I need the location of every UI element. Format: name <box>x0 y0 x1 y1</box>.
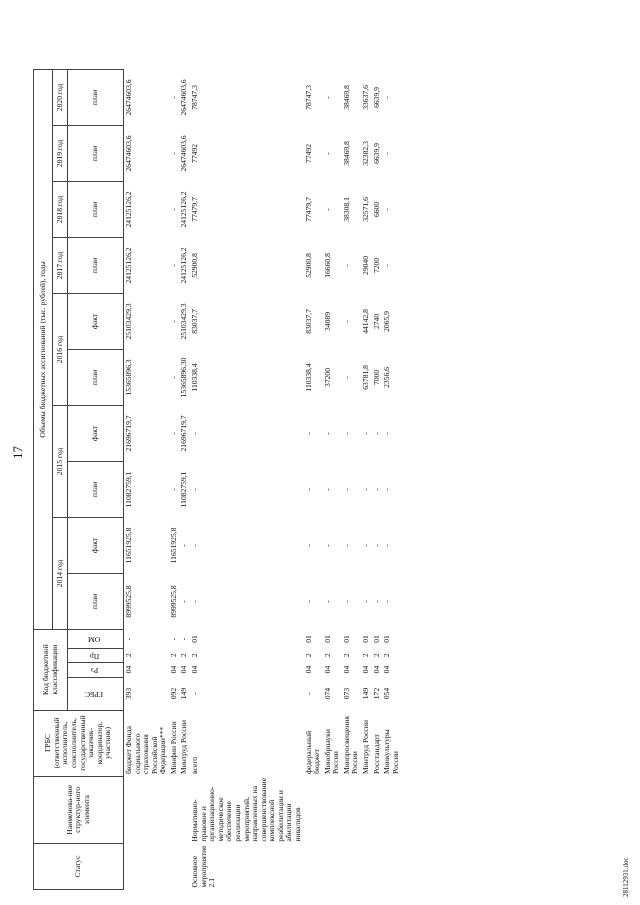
value-cell: 32571,6 <box>361 197 371 222</box>
code-cell: 04 <box>322 665 332 674</box>
value-cell: - <box>322 600 332 603</box>
value-cell: - <box>382 432 392 435</box>
value-cell: 32382,3 <box>361 141 371 166</box>
element-name-cell <box>179 776 190 844</box>
value-cell: 33637,6 <box>361 85 371 110</box>
code-cell: 04 <box>124 665 133 674</box>
status-cell <box>179 844 190 890</box>
value-cell: - <box>179 600 189 603</box>
code-cell: 2 <box>382 653 392 658</box>
code-cell: 01 <box>341 635 351 643</box>
value-cell: - <box>303 488 313 491</box>
table-row <box>169 69 180 889</box>
code-cell: 2 <box>371 653 381 658</box>
code-cell: 04 <box>382 665 392 674</box>
element-name-cell <box>169 776 180 844</box>
grbs-cell: Минтруд России <box>361 720 371 775</box>
grbs-cell: федеральный бюджет <box>303 730 322 775</box>
value-cell: 24125126,2 <box>179 247 189 284</box>
value-cell: 25103429,3 <box>124 303 133 340</box>
element-name-cell <box>372 776 383 844</box>
value-cell: - <box>371 544 381 547</box>
grbs-cell: Минкультуры России <box>382 729 400 775</box>
value-cell: - <box>382 264 392 267</box>
element-name-cell <box>323 776 342 844</box>
status-cell <box>372 844 383 890</box>
value-cell: 83037,7 <box>303 309 313 334</box>
code-cell: 04 <box>371 665 381 674</box>
grbs-cell: всего <box>190 756 200 775</box>
code-cell: 01 <box>322 635 332 643</box>
value-cell: - <box>361 600 371 603</box>
code-cell: 04 <box>303 665 313 674</box>
value-cell: - <box>322 152 332 155</box>
value-cell: 6639,9 <box>371 87 381 108</box>
value-cell: 6639,9 <box>371 143 381 164</box>
table-row <box>382 69 401 889</box>
value-cell: 8999525,8 <box>168 585 178 618</box>
code-cell: 01 <box>190 635 200 643</box>
value-cell: 34089 <box>322 311 332 331</box>
value-cell: - <box>322 544 332 547</box>
value-cell: 26474603,6 <box>124 135 133 172</box>
page-number: 17 <box>10 446 25 459</box>
value-cell: - <box>190 488 200 491</box>
value-cell: - <box>382 152 392 155</box>
header-grbs: ГРБС (ответственный исполнитель, соисполнитель, государственный заказчик-координатор, участник) <box>34 710 124 776</box>
code-cell: 2 <box>341 653 351 658</box>
code-cell: 393 <box>124 687 133 700</box>
code-cell: 04 <box>361 665 371 674</box>
value-cell: 78747,3 <box>303 85 313 110</box>
value-cell: - <box>168 488 178 491</box>
grbs-cell: Минпросвещения России <box>341 716 360 775</box>
value-cell: 2740 <box>371 313 381 330</box>
code-cell: 01 <box>303 635 313 643</box>
header-om: ОМ <box>88 635 101 645</box>
status-cell <box>169 844 180 890</box>
header-year: 2020 год <box>53 69 68 125</box>
header-plan: план <box>68 125 124 181</box>
value-cell: - <box>168 96 178 99</box>
header-year: 2018 год <box>53 181 68 237</box>
table-row <box>190 69 304 889</box>
value-cell: - <box>168 152 178 155</box>
value-cell: - <box>371 432 381 435</box>
header-year: 2017 год <box>53 237 68 293</box>
code-cell: - <box>190 692 200 695</box>
value-cell: 78747,3 <box>190 85 200 110</box>
element-name-cell <box>382 776 401 844</box>
value-cell: - <box>303 600 313 603</box>
value-cell: - <box>168 264 178 267</box>
value-cell: 2065,9 <box>382 311 392 332</box>
element-name-cell <box>304 776 323 844</box>
value-cell: 25103429,3 <box>179 303 189 340</box>
element-name-cell <box>342 776 361 844</box>
value-cell: 11082759,1 <box>124 471 133 508</box>
header-plan: план <box>68 461 124 517</box>
table-row <box>361 69 372 889</box>
code-cell: 073 <box>341 687 351 700</box>
value-cell: 24125126,2 <box>124 247 133 284</box>
value-cell: 21696719,7 <box>179 415 189 452</box>
value-cell: - <box>190 432 200 435</box>
header-year: 2014 год <box>53 517 68 629</box>
value-cell: 77492 <box>190 143 200 163</box>
value-cell: - <box>168 432 178 435</box>
value-cell: 26474603,6 <box>179 79 189 116</box>
value-cell: 38469,8 <box>341 141 351 166</box>
value-cell: 77492 <box>303 143 313 163</box>
value-cell: 21696719,7 <box>124 415 133 452</box>
header-year: 2019 год <box>53 125 68 181</box>
value-cell: 26474603,6 <box>124 79 133 116</box>
table-row <box>179 69 190 889</box>
code-cell: - <box>168 637 178 641</box>
grbs-cell: бюджет Фонда социального страхования Российской Федерации*** <box>124 726 168 775</box>
value-cell: 83037,7 <box>190 309 200 334</box>
value-cell: 38469,8 <box>341 85 351 110</box>
value-cell: 77479,7 <box>303 197 313 222</box>
header-status: Статус <box>34 844 124 890</box>
value-cell: - <box>341 376 351 379</box>
code-cell: 04 <box>341 665 351 674</box>
value-cell: - <box>361 544 371 547</box>
doc-filename: 28112931.doc <box>622 857 630 897</box>
code-cell: - <box>124 637 133 641</box>
code-cell: 172 <box>371 687 381 700</box>
value-cell: 15365896,30 <box>179 357 189 398</box>
code-cell: 074 <box>322 687 332 700</box>
value-cell: 24125126,2 <box>179 191 189 228</box>
value-cell: - <box>303 432 313 435</box>
grbs-cell: Минобрнауки России <box>322 729 341 775</box>
status-cell <box>382 844 401 890</box>
value-cell: - <box>382 600 392 603</box>
grbs-cell: Минфин России <box>168 721 178 775</box>
header-plan: план <box>68 69 124 125</box>
status-cell <box>361 844 372 890</box>
status-cell <box>323 844 342 890</box>
value-cell: 8999525,8 <box>124 585 133 618</box>
value-cell: - <box>179 544 189 547</box>
code-cell: 092 <box>168 687 178 700</box>
value-cell: 77479,7 <box>190 197 200 222</box>
element-name-cell: Нормативно-правовое и организационно-методическое обеспечение реализации мероприятий, направленных на совершенствование комплексной реабилитации и абилитации инвалидов <box>190 778 302 842</box>
table-row <box>304 69 323 889</box>
header-fact: факт <box>68 293 124 349</box>
budget-table <box>33 69 401 890</box>
value-cell: - <box>361 432 371 435</box>
value-cell: - <box>168 208 178 211</box>
header-pr: Пр <box>89 651 99 661</box>
status-cell: Основное мероприятие 2.1 <box>190 845 217 888</box>
value-cell: 38308,1 <box>341 197 351 222</box>
header-code: Код бюджетной классификации <box>34 629 68 710</box>
value-cell: 2356,6 <box>382 367 392 388</box>
value-cell: - <box>341 320 351 323</box>
value-cell: - <box>371 488 381 491</box>
code-cell: 2 <box>190 653 200 658</box>
value-cell: 7000 <box>371 369 381 386</box>
value-cell: 37200 <box>322 367 332 387</box>
code-cell: 04 <box>179 665 189 674</box>
header-grbs-code: ГРБС <box>85 689 104 699</box>
code-cell: 04 <box>168 665 178 674</box>
value-cell: 52900,8 <box>303 253 313 278</box>
header-fact: факт <box>68 405 124 461</box>
code-cell: 149 <box>179 687 189 700</box>
value-cell: 110338,4 <box>190 363 200 392</box>
code-cell: - <box>303 692 313 695</box>
value-cell: - <box>341 488 351 491</box>
header-year: 2015 год <box>53 405 68 517</box>
value-cell: 11082759,1 <box>179 471 189 508</box>
table-row <box>372 69 383 889</box>
header-plan: план <box>68 573 124 629</box>
value-cell: 26474603,6 <box>179 135 189 172</box>
value-cell: - <box>382 488 392 491</box>
code-cell: 01 <box>382 635 392 643</box>
value-cell: - <box>382 208 392 211</box>
value-cell: - <box>341 600 351 603</box>
value-cell: 63781,8 <box>361 365 371 390</box>
grbs-cell: Минтруд России <box>179 720 189 775</box>
status-cell <box>342 844 361 890</box>
value-cell: - <box>361 488 371 491</box>
value-cell: - <box>168 376 178 379</box>
value-cell: 11651925,8 <box>168 527 178 564</box>
value-cell: 24125126,2 <box>124 191 133 228</box>
code-cell: 2 <box>168 653 178 658</box>
code-cell: 01 <box>371 635 381 643</box>
value-cell: - <box>341 432 351 435</box>
value-cell: 6600 <box>371 201 381 218</box>
value-cell: - <box>190 544 200 547</box>
value-cell: - <box>382 96 392 99</box>
value-cell: 11651925,8 <box>124 527 133 564</box>
header-element: Наименова-ние структур-ного элемента <box>34 776 124 844</box>
element-name-cell <box>124 776 169 844</box>
value-cell: 16660,8 <box>322 253 332 278</box>
header-year: 2016 год <box>53 293 68 405</box>
code-cell: 2 <box>303 653 313 658</box>
element-name-cell <box>361 776 372 844</box>
value-cell: - <box>382 544 392 547</box>
value-cell: - <box>341 264 351 267</box>
value-cell: 7200 <box>371 257 381 274</box>
value-cell: - <box>168 320 178 323</box>
value-cell: - <box>341 544 351 547</box>
value-cell: - <box>322 96 332 99</box>
code-cell: 2 <box>179 653 189 658</box>
table-row <box>124 69 169 889</box>
status-cell <box>304 844 323 890</box>
code-cell: 01 <box>361 635 371 643</box>
grbs-cell: Росстандарт <box>371 734 381 775</box>
value-cell: - <box>322 488 332 491</box>
table-row <box>342 69 361 889</box>
header-volumes: Объемы бюджетных ассигнований (тыс. рублей), годы <box>34 69 53 629</box>
code-cell: 054 <box>382 687 392 700</box>
value-cell: - <box>190 600 200 603</box>
code-cell: 04 <box>190 665 200 674</box>
code-cell: 2 <box>322 653 332 658</box>
code-cell: 2 <box>361 653 371 658</box>
value-cell: 110338,4 <box>303 363 313 392</box>
status-cell <box>124 844 169 890</box>
header-rz: Рз <box>90 665 98 675</box>
value-cell: 44142,8 <box>361 309 371 334</box>
code-cell: 2 <box>124 653 133 658</box>
header-plan: план <box>68 237 124 293</box>
header-plan: план <box>68 181 124 237</box>
value-cell: 52900,8 <box>190 253 200 278</box>
value-cell: - <box>303 544 313 547</box>
value-cell: 29040 <box>361 255 371 275</box>
code-cell: - <box>179 637 189 641</box>
table-row <box>323 69 342 889</box>
value-cell: 15365896,3 <box>124 359 133 396</box>
code-cell: 149 <box>361 687 371 700</box>
header-fact: факт <box>68 517 124 573</box>
header-plan: план <box>68 349 124 405</box>
value-cell: - <box>322 208 332 211</box>
value-cell: - <box>322 432 332 435</box>
value-cell: - <box>371 600 381 603</box>
